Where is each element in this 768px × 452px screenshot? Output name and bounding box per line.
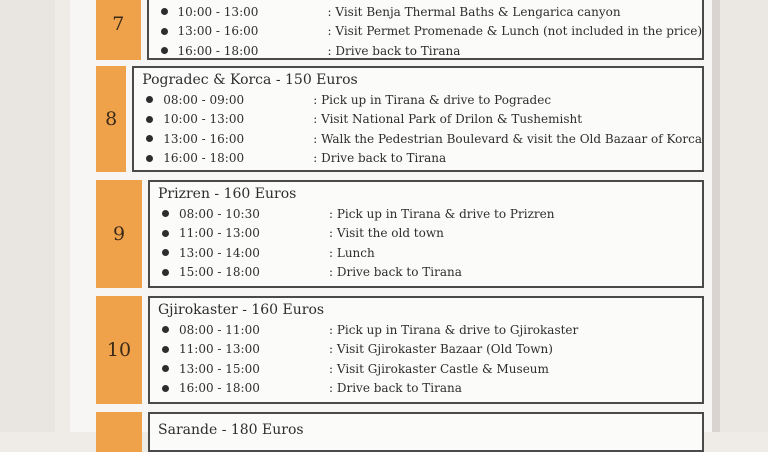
itinerary-row [158, 204, 702, 224]
tour-number [96, 66, 126, 172]
tour-title: Sarande - 180 Euros [158, 422, 304, 438]
itinerary-row [142, 110, 702, 130]
background-left [0, 0, 55, 432]
row-activity: : Pick up in Tirana & drive to Gjirokaster [329, 322, 579, 337]
tour-block-11 [96, 412, 704, 452]
row-activity: : Pick up in Tirana & drive to Pogradec [313, 92, 552, 107]
row-activity: : Visit Gjirokaster Castle & Museum [329, 361, 549, 376]
itinerary-row [142, 149, 702, 169]
row-activity: : Drive back to Tirana [327, 43, 461, 58]
bullet-icon [162, 365, 169, 372]
tour-title: Pogradec & Korca - 150 Euros [142, 72, 358, 88]
row-time: 16:00 - 18:00 [179, 381, 260, 396]
row-activity: : Visit National Park of Drilon & Tushemisht [313, 112, 583, 127]
itinerary-row [157, 41, 702, 61]
row-time: 13:00 - 15:00 [179, 361, 260, 376]
itinerary-row [158, 224, 702, 244]
bullet-icon [162, 385, 169, 392]
tour-number [96, 296, 142, 404]
itinerary-row [142, 90, 702, 110]
itinerary-row [157, 2, 702, 22]
row-time: 08:00 - 09:00 [163, 92, 245, 107]
row-time: 08:00 - 11:00 [179, 322, 260, 337]
bullet-icon [161, 47, 168, 54]
row-time: 10:00 - 13:00 [163, 112, 245, 127]
tour-number [96, 412, 142, 452]
row-time: 10:00 - 13:00 [177, 4, 259, 19]
itinerary-row [158, 263, 702, 283]
tour-number-text: 8 [105, 108, 118, 130]
row-activity: : Visit the old town [329, 226, 444, 241]
bullet-icon [161, 28, 168, 35]
bullet-icon [162, 210, 169, 217]
itinerary-row [158, 320, 702, 340]
row-activity: : Drive back to Tirana [313, 151, 447, 166]
tour-number-text: 7 [112, 13, 125, 35]
row-time: 13:00 - 16:00 [177, 24, 259, 39]
row-time: 11:00 - 13:00 [179, 342, 260, 357]
row-time: 15:00 - 18:00 [179, 265, 260, 280]
row-activity: : Lunch [329, 245, 375, 260]
tour-title: Prizren - 160 Euros [158, 186, 297, 202]
row-activity: : Drive back to Tirana [329, 265, 462, 280]
itinerary-row [158, 359, 702, 379]
background-right [720, 0, 768, 432]
row-activity: : Walk the Pedestrian Boulevard & visit the Old Bazaar of Korca [313, 131, 702, 146]
bullet-icon [162, 230, 169, 237]
tour-card [132, 66, 704, 172]
row-time: 16:00 - 18:00 [163, 151, 245, 166]
tour-card [148, 296, 704, 404]
row-activity: : Visit Benja Thermal Baths & Lengarica canyon [327, 4, 621, 19]
row-time: 13:00 - 14:00 [179, 245, 260, 260]
tour-card [148, 180, 704, 288]
bullet-icon [146, 116, 153, 123]
tour-block-7 [96, 0, 704, 60]
page-edge [712, 0, 720, 432]
tour-number [96, 0, 141, 60]
bullet-icon [162, 269, 169, 276]
bullet-icon [162, 346, 169, 353]
tour-block-10 [96, 296, 704, 404]
row-activity: : Visit Gjirokaster Bazaar (Old Town) [329, 342, 553, 357]
tour-title: Gjirokaster - 160 Euros [158, 302, 325, 318]
row-time: 11:00 - 13:00 [179, 226, 260, 241]
tour-block-8 [96, 66, 704, 172]
bullet-icon [162, 249, 169, 256]
tour-block-9 [96, 180, 704, 288]
row-activity: : Visit Permet Promenade & Lunch (not included in the price) [327, 24, 702, 39]
itinerary-row [157, 22, 702, 42]
bullet-icon [162, 326, 169, 333]
row-activity: : Pick up in Tirana & drive to Prizren [329, 206, 555, 221]
row-time: 16:00 - 18:00 [177, 43, 259, 58]
row-time: 08:00 - 10:30 [179, 206, 260, 221]
bullet-icon [146, 155, 153, 162]
tour-number [96, 180, 142, 288]
row-time: 13:00 - 16:00 [163, 131, 245, 146]
bullet-icon [161, 8, 168, 15]
row-activity: : Drive back to Tirana [329, 381, 462, 396]
bullet-icon [146, 96, 153, 103]
itinerary-row [158, 243, 702, 263]
itinerary-row [158, 379, 702, 399]
tour-card [148, 412, 704, 452]
itinerary-row [142, 129, 702, 149]
itinerary-row [158, 340, 702, 360]
tour-number-text: 10 [106, 339, 132, 361]
tour-number-text: 9 [112, 223, 126, 245]
bullet-icon [146, 135, 153, 142]
tour-card [147, 0, 704, 60]
